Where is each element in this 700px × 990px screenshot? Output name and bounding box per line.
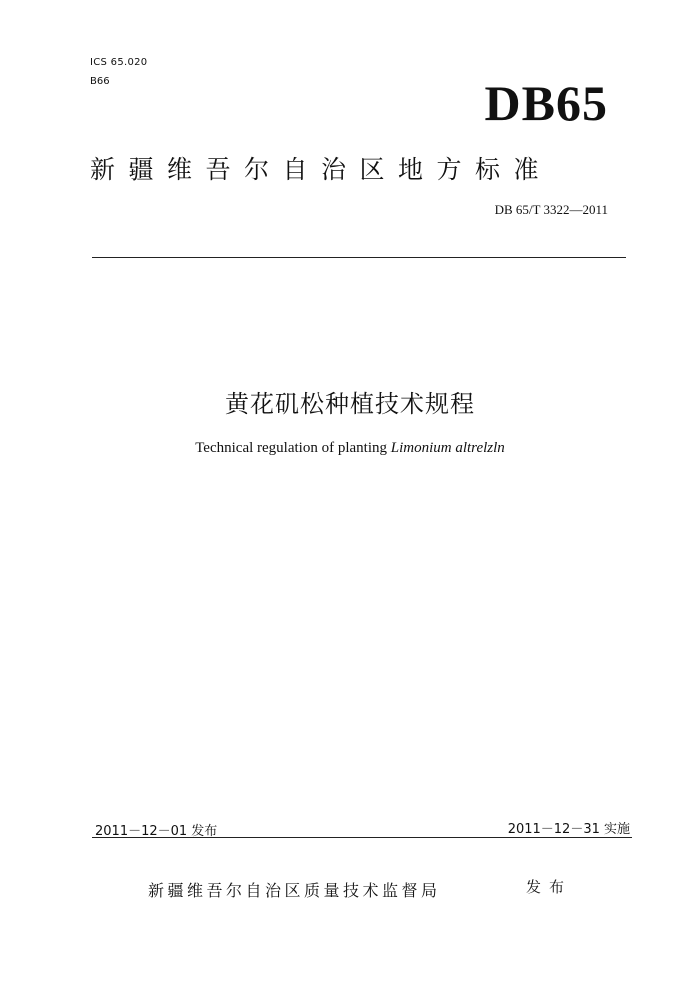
document-title-chinese: 黄花矶松种植技术规程 xyxy=(225,390,475,418)
english-title-prefix: Technical regulation of planting xyxy=(195,440,391,456)
issue-date: 2011－12－01 发布 xyxy=(95,824,218,839)
ics-code: ICS 65.020 xyxy=(90,57,148,68)
ccs-code: B66 xyxy=(90,76,110,87)
db-code-logo: DB65 xyxy=(484,75,608,131)
standard-number: DB 65/T 3322—2011 xyxy=(494,202,608,217)
species-name: Limonium altrelzln xyxy=(390,440,505,456)
document-title-english xyxy=(0,440,700,457)
publish-label: 发布 xyxy=(526,878,573,896)
header-divider xyxy=(92,257,626,258)
publisher-name: 新疆维吾尔自治区质量技术监督局 xyxy=(148,881,441,900)
standard-authority-heading: 新疆维吾尔自治区地方标准 xyxy=(90,155,553,184)
footer-divider xyxy=(92,837,632,838)
implementation-date: 2011－12－31 实施 xyxy=(507,822,630,837)
